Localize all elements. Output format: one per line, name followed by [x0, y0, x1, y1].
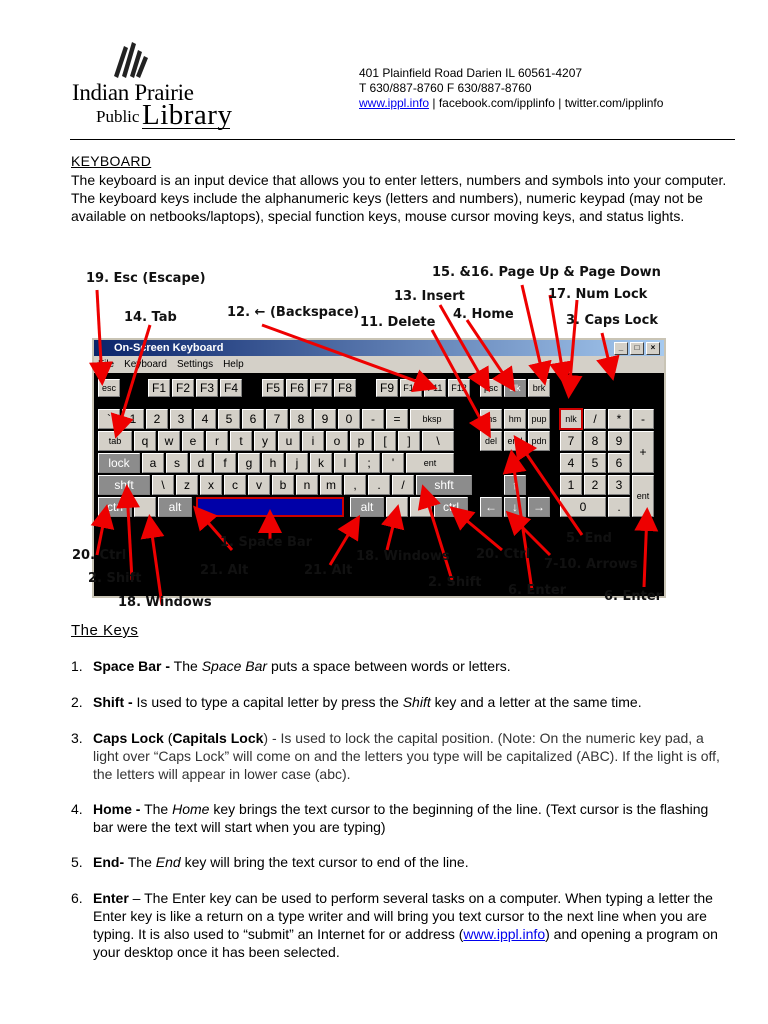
list-item	[71, 693, 731, 711]
library-logo	[72, 40, 232, 130]
callout-backspace: 12. ← (Backspace)	[227, 305, 360, 320]
keyboard-key[interactable]: p	[350, 431, 372, 451]
callout-tab: 14. Tab	[124, 310, 177, 325]
keyboard-key[interactable]: y	[254, 431, 276, 451]
website-link[interactable]: www.ippl.info	[463, 926, 546, 942]
keyboard-key[interactable]: slk	[504, 379, 526, 397]
menu-file[interactable]: File	[98, 359, 115, 370]
contact-block	[359, 66, 663, 111]
keyboard-key[interactable]: /	[584, 409, 606, 429]
keyboard-key[interactable]: ↑	[504, 475, 526, 495]
keyboard-key[interactable]: F5	[262, 379, 284, 397]
keyboard-key[interactable]: s	[166, 453, 188, 473]
document-title: KEYBOARD	[71, 153, 152, 169]
keyboard-key[interactable]: →	[528, 497, 550, 517]
keyboard-key[interactable]: ctrl	[434, 497, 468, 517]
list-item	[71, 800, 731, 836]
item-body	[93, 889, 731, 961]
keyboard-key[interactable]: ↓	[504, 497, 526, 517]
keyboard-key[interactable]: 6	[608, 453, 630, 473]
item-emphasis: End	[155, 854, 181, 870]
keyboard-key[interactable]: 4	[194, 409, 216, 429]
keyboard-diagram	[72, 265, 676, 615]
keyboard-key[interactable]: z	[176, 475, 198, 495]
close-icon[interactable]: ×	[646, 342, 660, 355]
keyboard-key[interactable]: .	[368, 475, 390, 495]
keyboard-key[interactable]: alt	[350, 497, 384, 517]
keyboard-key[interactable]: -	[362, 409, 384, 429]
callout-caps-lock: 3. Caps Lock	[566, 313, 658, 328]
keyboard-key[interactable]: pdn	[528, 431, 550, 451]
item-body	[93, 853, 731, 871]
item-body	[93, 657, 731, 675]
keyboard-key[interactable]: F7	[310, 379, 332, 397]
keyboard-key[interactable]: shft	[416, 475, 472, 495]
item-term: Caps Lock	[93, 730, 164, 746]
item-term: Space Bar -	[93, 658, 171, 674]
item-number: 4.	[71, 801, 83, 817]
keyboard-key[interactable]: 0	[338, 409, 360, 429]
keyboard-key[interactable]: alt	[158, 497, 192, 517]
keyboard-key[interactable]: ←	[480, 497, 502, 517]
keyboard-key[interactable]: 1	[560, 475, 582, 495]
keyboard-key[interactable]: F3	[196, 379, 218, 397]
logo-text-line1: Indian Prairie	[72, 80, 194, 105]
keyboard-key[interactable]: n	[296, 475, 318, 495]
item-text: ) and opening a program on your desktop once it has been selected.	[93, 926, 718, 960]
keyboard-key[interactable]: pup	[528, 409, 550, 429]
callout-page-up-down: 15. &16. Page Up & Page Down	[432, 265, 661, 280]
website-link[interactable]: www.ippl.info	[359, 96, 430, 110]
callout-insert: 13. Insert	[394, 289, 465, 304]
keyboard-key[interactable]: 3	[170, 409, 192, 429]
separator: |	[554, 96, 565, 110]
item-text: The	[170, 658, 202, 674]
keyboard-key[interactable]: F6	[286, 379, 308, 397]
item-text: – The Enter key can be used to perform several tasks on a computer. When typing a letter the Enter key is like a return on a type writer and will bring you text cursor to the next line when you are typing. It is also used to “submit” an Internet for or address (	[93, 890, 713, 942]
keyboard-key[interactable]: ent	[406, 453, 454, 473]
item-number: 5.	[71, 854, 83, 870]
list-item	[71, 853, 731, 871]
item-number: 1.	[71, 658, 83, 674]
callout-ctrl-right: 20. Ctrl	[476, 547, 531, 562]
item-emphasis: Shift	[402, 694, 431, 710]
item-text: puts a space between words or letters.	[267, 658, 511, 674]
keyboard-key[interactable]: F11	[424, 379, 446, 397]
keyboard-key[interactable]: 2	[146, 409, 168, 429]
callout-alt-left: 21. Alt	[200, 563, 249, 578]
item-term: Shift -	[93, 694, 133, 710]
keyboard-key[interactable]: 2	[584, 475, 606, 495]
keyboard-key[interactable]: i	[302, 431, 324, 451]
keyboard-key[interactable]: k	[310, 453, 332, 473]
keyboard-key[interactable]: d	[190, 453, 212, 473]
keyboard-key[interactable]: '	[382, 453, 404, 473]
callout-shift-left: 2. Shift	[88, 571, 142, 586]
keyboard-key[interactable]: 6	[242, 409, 264, 429]
keyboard-key[interactable]: q	[134, 431, 156, 451]
item-body	[93, 729, 731, 783]
keyboard-key[interactable]: 7	[266, 409, 288, 429]
callout-delete: 11. Delete	[360, 315, 436, 330]
keyboard-key[interactable]: 9	[608, 431, 630, 451]
keyboard-key[interactable]: F2	[172, 379, 194, 397]
books-logo-icon	[110, 40, 154, 80]
logo-text-library: Library	[142, 99, 233, 131]
callout-enter-num: 6. Enter	[604, 589, 663, 604]
keyboard-key[interactable]: 7	[560, 431, 582, 451]
keyboard-key[interactable]: 9	[314, 409, 336, 429]
keyboard-key[interactable]: ent	[632, 475, 654, 517]
callout-enter-main: 6. Enter	[508, 583, 567, 598]
item-number: 3.	[71, 730, 83, 746]
links-line	[359, 96, 663, 111]
keyboard-key[interactable]: f	[214, 453, 236, 473]
section-title: The Keys	[71, 622, 139, 639]
keyboard-key[interactable]: 4	[560, 453, 582, 473]
item-text: The	[124, 854, 156, 870]
list-item	[71, 729, 731, 783]
keyboard-key[interactable]: x	[200, 475, 222, 495]
intro-paragraph: The keyboard is an input device that allows you to enter letters, numbers and symbols into your computer. The keyboard keys include the alphanumeric keys (letters and numbers), numeric keypad (may not be available on netbooks/laptops), special function keys, mouse cursor moving keys, and status lights.	[71, 172, 727, 224]
item-text: ) - Is used to lock the capital position. (Note: On the numeric key pad, a light over “Caps Lock” will come on and the letters you type will be capitalized (ABC). If the light is off, the letters will appear in lower case (abc).	[93, 730, 720, 782]
keyboard-key[interactable]: h	[262, 453, 284, 473]
keyboard-key[interactable]: -	[632, 409, 654, 429]
address-line: 401 Plainfield Road Darien IL 60561-4207	[359, 66, 583, 80]
keyboard-key[interactable]: r	[206, 431, 228, 451]
keyboard-key[interactable]: \	[422, 431, 454, 451]
keyboard-key[interactable]: \	[152, 475, 174, 495]
minimize-icon[interactable]: _	[614, 342, 628, 355]
callout-home: 4. Home	[453, 307, 514, 322]
keyboard-key[interactable]: 5	[218, 409, 240, 429]
keyboard-key[interactable]: F4	[220, 379, 242, 397]
separator: |	[429, 96, 439, 110]
keyboard-key[interactable]: 5	[584, 453, 606, 473]
logo-underline	[142, 128, 230, 129]
twitter-text: twitter.com/ipplinfo	[564, 96, 664, 110]
keyboard-key[interactable]: F1	[148, 379, 170, 397]
keyboard-key[interactable]: o	[326, 431, 348, 451]
facebook-text: facebook.com/ipplinfo	[438, 96, 555, 110]
item-body	[93, 693, 731, 711]
keyboard-key[interactable]: g	[238, 453, 260, 473]
item-emphasis: Space Bar	[201, 658, 268, 674]
keyboard-key[interactable]: t	[230, 431, 252, 451]
callout-space-bar: 1. Space Bar	[220, 535, 313, 550]
keyboard-key[interactable]: 1	[122, 409, 144, 429]
keyboard-key[interactable]: brk	[528, 379, 550, 397]
keyboard-key[interactable]: v	[248, 475, 270, 495]
keyboard-key[interactable]: b	[272, 475, 294, 495]
keyboard-key[interactable]: m	[320, 475, 342, 495]
window-title: On-Screen Keyboard	[114, 342, 224, 354]
logo-text-public: Public	[96, 107, 140, 126]
callout-arrows-keys: 7-10. Arrows	[544, 557, 638, 572]
keyboard-key[interactable]: F12	[448, 379, 470, 397]
keyboard-key[interactable]: F9	[376, 379, 398, 397]
keyboard-key[interactable]: ins	[480, 409, 502, 429]
keyboard-key[interactable]: u	[278, 431, 300, 451]
callout-windows-right: 18. Windows	[356, 549, 450, 564]
keyboard-key[interactable]: `	[98, 409, 120, 429]
callout-num-lock: 17. Num Lock	[548, 287, 648, 302]
keyboard-key[interactable]: +	[632, 431, 654, 473]
item-text: key will bring the text cursor to end of the line.	[180, 854, 469, 870]
keyboard-key[interactable]: 3	[608, 475, 630, 495]
item-term: Home -	[93, 801, 141, 817]
maximize-icon[interactable]: □	[630, 342, 644, 355]
keyboard-key[interactable]: *	[608, 409, 630, 429]
keyboard-key[interactable]: ctrl	[98, 497, 132, 517]
keyboard-key[interactable]: shft	[98, 475, 150, 495]
callout-windows-left: 18. Windows	[118, 595, 212, 610]
item-number: 6.	[71, 890, 83, 906]
keyboard-key[interactable]: 8	[584, 431, 606, 451]
callout-shift-right: 2. Shift	[428, 575, 482, 590]
keyboard-key[interactable]: del	[480, 431, 502, 451]
keyboard-key[interactable]: F10	[400, 379, 422, 397]
item-emphasis: Home	[172, 801, 210, 817]
keyboard-key[interactable]: ;	[358, 453, 380, 473]
keyboard-key[interactable]: 8	[290, 409, 312, 429]
keyboard-key[interactable]: psc	[480, 379, 502, 397]
keyboard-key[interactable]: .	[608, 497, 630, 517]
list-item	[71, 889, 731, 961]
keyboard-key[interactable]: a	[142, 453, 164, 473]
menu-help[interactable]: Help	[223, 359, 244, 370]
keyboard-key[interactable]: [	[374, 431, 396, 451]
keyboard-key[interactable]: nlk	[560, 409, 582, 429]
item-term: End-	[93, 854, 125, 870]
item-text: key and a letter at the same time.	[430, 694, 642, 710]
item-number: 2.	[71, 694, 83, 710]
callout-alt-right: 21. Alt	[304, 563, 353, 578]
keyboard-key[interactable]: w	[158, 431, 180, 451]
callout-esc: 19. Esc (Escape)	[86, 271, 206, 286]
keyboard-key[interactable]: tab	[98, 431, 132, 451]
keyboard-key[interactable]: 0	[560, 497, 606, 517]
keyboard-key[interactable]: F8	[334, 379, 356, 397]
keyboard-key[interactable]: lock	[98, 453, 140, 473]
keyboard-key[interactable]: ,	[344, 475, 366, 495]
list-item	[71, 657, 731, 675]
keyboard-key[interactable]: /	[392, 475, 414, 495]
phone-line: T 630/887-8760 F 630/887-8760	[359, 81, 532, 95]
item-text: (	[163, 730, 173, 746]
menu-settings[interactable]: Settings	[176, 359, 214, 370]
keyboard-key[interactable]: end	[504, 431, 526, 451]
keyboard-key[interactable]: bksp	[410, 409, 454, 429]
callout-end: 5. End	[566, 531, 612, 546]
keyboard-key[interactable]: j	[286, 453, 308, 473]
callout-ctrl-left: 20. Ctrl	[72, 548, 127, 563]
item-body	[93, 800, 731, 836]
item-text: Is used to type a capital letter by press the	[132, 694, 403, 710]
keyboard-key[interactable]: c	[224, 475, 246, 495]
keyboard-key[interactable]: l	[334, 453, 356, 473]
item-term: Enter	[93, 890, 129, 906]
keyboard-key[interactable]: =	[386, 409, 408, 429]
keyboard-key[interactable]: e	[182, 431, 204, 451]
keyboard-key[interactable]: ]	[398, 431, 420, 451]
keyboard-key[interactable]: esc	[98, 379, 120, 397]
item-text: The	[140, 801, 173, 817]
keyboard-key[interactable]: hm	[504, 409, 526, 429]
item-term: Capitals Lock	[172, 730, 264, 746]
menu-keyboard[interactable]: Keyboard	[124, 359, 167, 370]
item-text: key brings the text cursor to the beginning of the line. (Text cursor is the flashing bar were the text will start when you are typing)	[93, 801, 709, 835]
header-divider	[70, 139, 735, 140]
